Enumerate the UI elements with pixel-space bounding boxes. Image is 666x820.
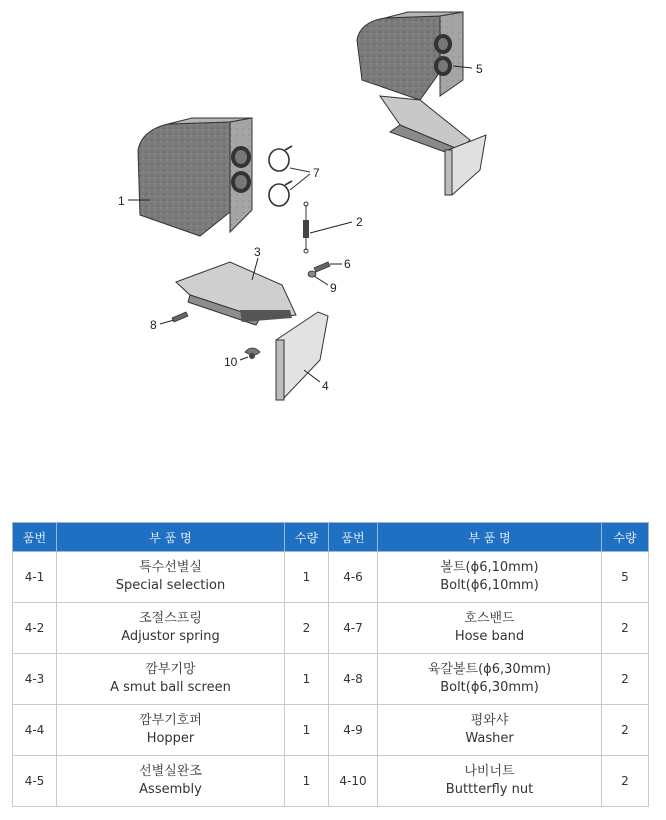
- part-qty: 2: [285, 603, 329, 654]
- part-name: [57, 552, 285, 603]
- part-qty: 2: [602, 603, 649, 654]
- header-part-name: 부 품 명: [57, 523, 285, 552]
- part-name-en: Buttterfly nut: [445, 782, 534, 797]
- part-name-ko: 선별실완조: [139, 764, 202, 779]
- part-name-en: A smut ball screen: [110, 680, 231, 695]
- special-selection-housing-illustration: [128, 118, 252, 236]
- part-name-en: Special selection: [115, 578, 226, 593]
- part-no: 4-10: [329, 756, 378, 807]
- part-no: 4-1: [13, 552, 57, 603]
- callout-3: 3: [254, 245, 261, 259]
- callout-4: 4: [322, 379, 329, 393]
- callout-8: 8: [150, 318, 157, 332]
- callout-1: 1: [118, 194, 125, 208]
- callout-2: 2: [356, 215, 363, 229]
- part-no: 4-4: [13, 705, 57, 756]
- part-no: 4-9: [329, 705, 378, 756]
- part-name-ko: 조절스프링: [139, 611, 202, 626]
- butterfly-nut-illustration: [240, 348, 260, 360]
- part-no: 4-8: [329, 654, 378, 705]
- part-qty: 2: [602, 654, 649, 705]
- part-name-en: Hopper: [146, 731, 195, 746]
- part-name-ko: 깜부기망: [145, 662, 196, 677]
- header-part-no: 품번: [329, 523, 378, 552]
- part-no: 4-3: [13, 654, 57, 705]
- part-name-ko: 육갈볼트(ϕ6,30mm): [427, 662, 552, 677]
- part-name: [378, 654, 602, 705]
- part-name-en: Bolt(ϕ6,10mm): [440, 578, 539, 593]
- assembled-unit-illustration: [357, 12, 486, 195]
- part-name-ko: 깜부기호퍼: [139, 713, 202, 728]
- callout-5: 5: [476, 62, 483, 76]
- hopper-illustration: [276, 312, 328, 400]
- header-quantity: 수량: [602, 523, 649, 552]
- part-name-ko: 볼트(ϕ6,10mm): [440, 560, 539, 575]
- part-no: 4-6: [329, 552, 378, 603]
- part-name-en: Assembly: [139, 782, 202, 797]
- header-quantity: 수량: [285, 523, 329, 552]
- part-qty: 2: [602, 705, 649, 756]
- parts-list-table: [12, 522, 649, 807]
- part-qty: 1: [285, 705, 329, 756]
- smut-ball-screen-illustration: [176, 258, 296, 325]
- hose-band-illustration: [269, 146, 310, 206]
- callout-10: 10: [224, 355, 238, 369]
- callout-9: 9: [330, 281, 337, 295]
- part-name-en: Bolt(ϕ6,30mm): [440, 680, 539, 695]
- table-row: [13, 756, 649, 807]
- part-name: [57, 654, 285, 705]
- part-qty: 2: [602, 756, 649, 807]
- table-row: [13, 603, 649, 654]
- part-name: [378, 552, 602, 603]
- part-qty: 1: [285, 756, 329, 807]
- part-qty: 1: [285, 654, 329, 705]
- part-name-en: Adjustor spring: [121, 629, 220, 644]
- adjustor-spring-illustration: [303, 202, 352, 253]
- part-no: 4-7: [329, 603, 378, 654]
- part-name: [378, 756, 602, 807]
- table-row: [13, 705, 649, 756]
- part-name-en: Hose band: [454, 629, 525, 644]
- hex-bolt-illustration: [160, 312, 188, 324]
- bolt-washer-illustration: [308, 262, 342, 285]
- header-part-no: 품번: [13, 523, 57, 552]
- table-row: [13, 654, 649, 705]
- part-name-ko: 호스밴드: [464, 611, 515, 626]
- header-part-name: 부 품 명: [378, 523, 602, 552]
- callout-6: 6: [344, 257, 351, 271]
- part-name: [57, 603, 285, 654]
- part-no: 4-2: [13, 603, 57, 654]
- part-qty: 5: [602, 552, 649, 603]
- part-qty: 1: [285, 552, 329, 603]
- part-no: 4-5: [13, 756, 57, 807]
- part-name: [57, 705, 285, 756]
- table-row: [13, 552, 649, 603]
- callout-7: 7: [313, 166, 320, 180]
- part-name: [57, 756, 285, 807]
- part-name-en: Washer: [465, 731, 514, 746]
- part-name-ko: 나비너트: [464, 764, 515, 779]
- part-name: [378, 603, 602, 654]
- part-name-ko: 특수선별실: [139, 560, 202, 575]
- table-header-row: [13, 523, 649, 552]
- part-name: [378, 705, 602, 756]
- part-name-ko: 평와샤: [470, 713, 509, 728]
